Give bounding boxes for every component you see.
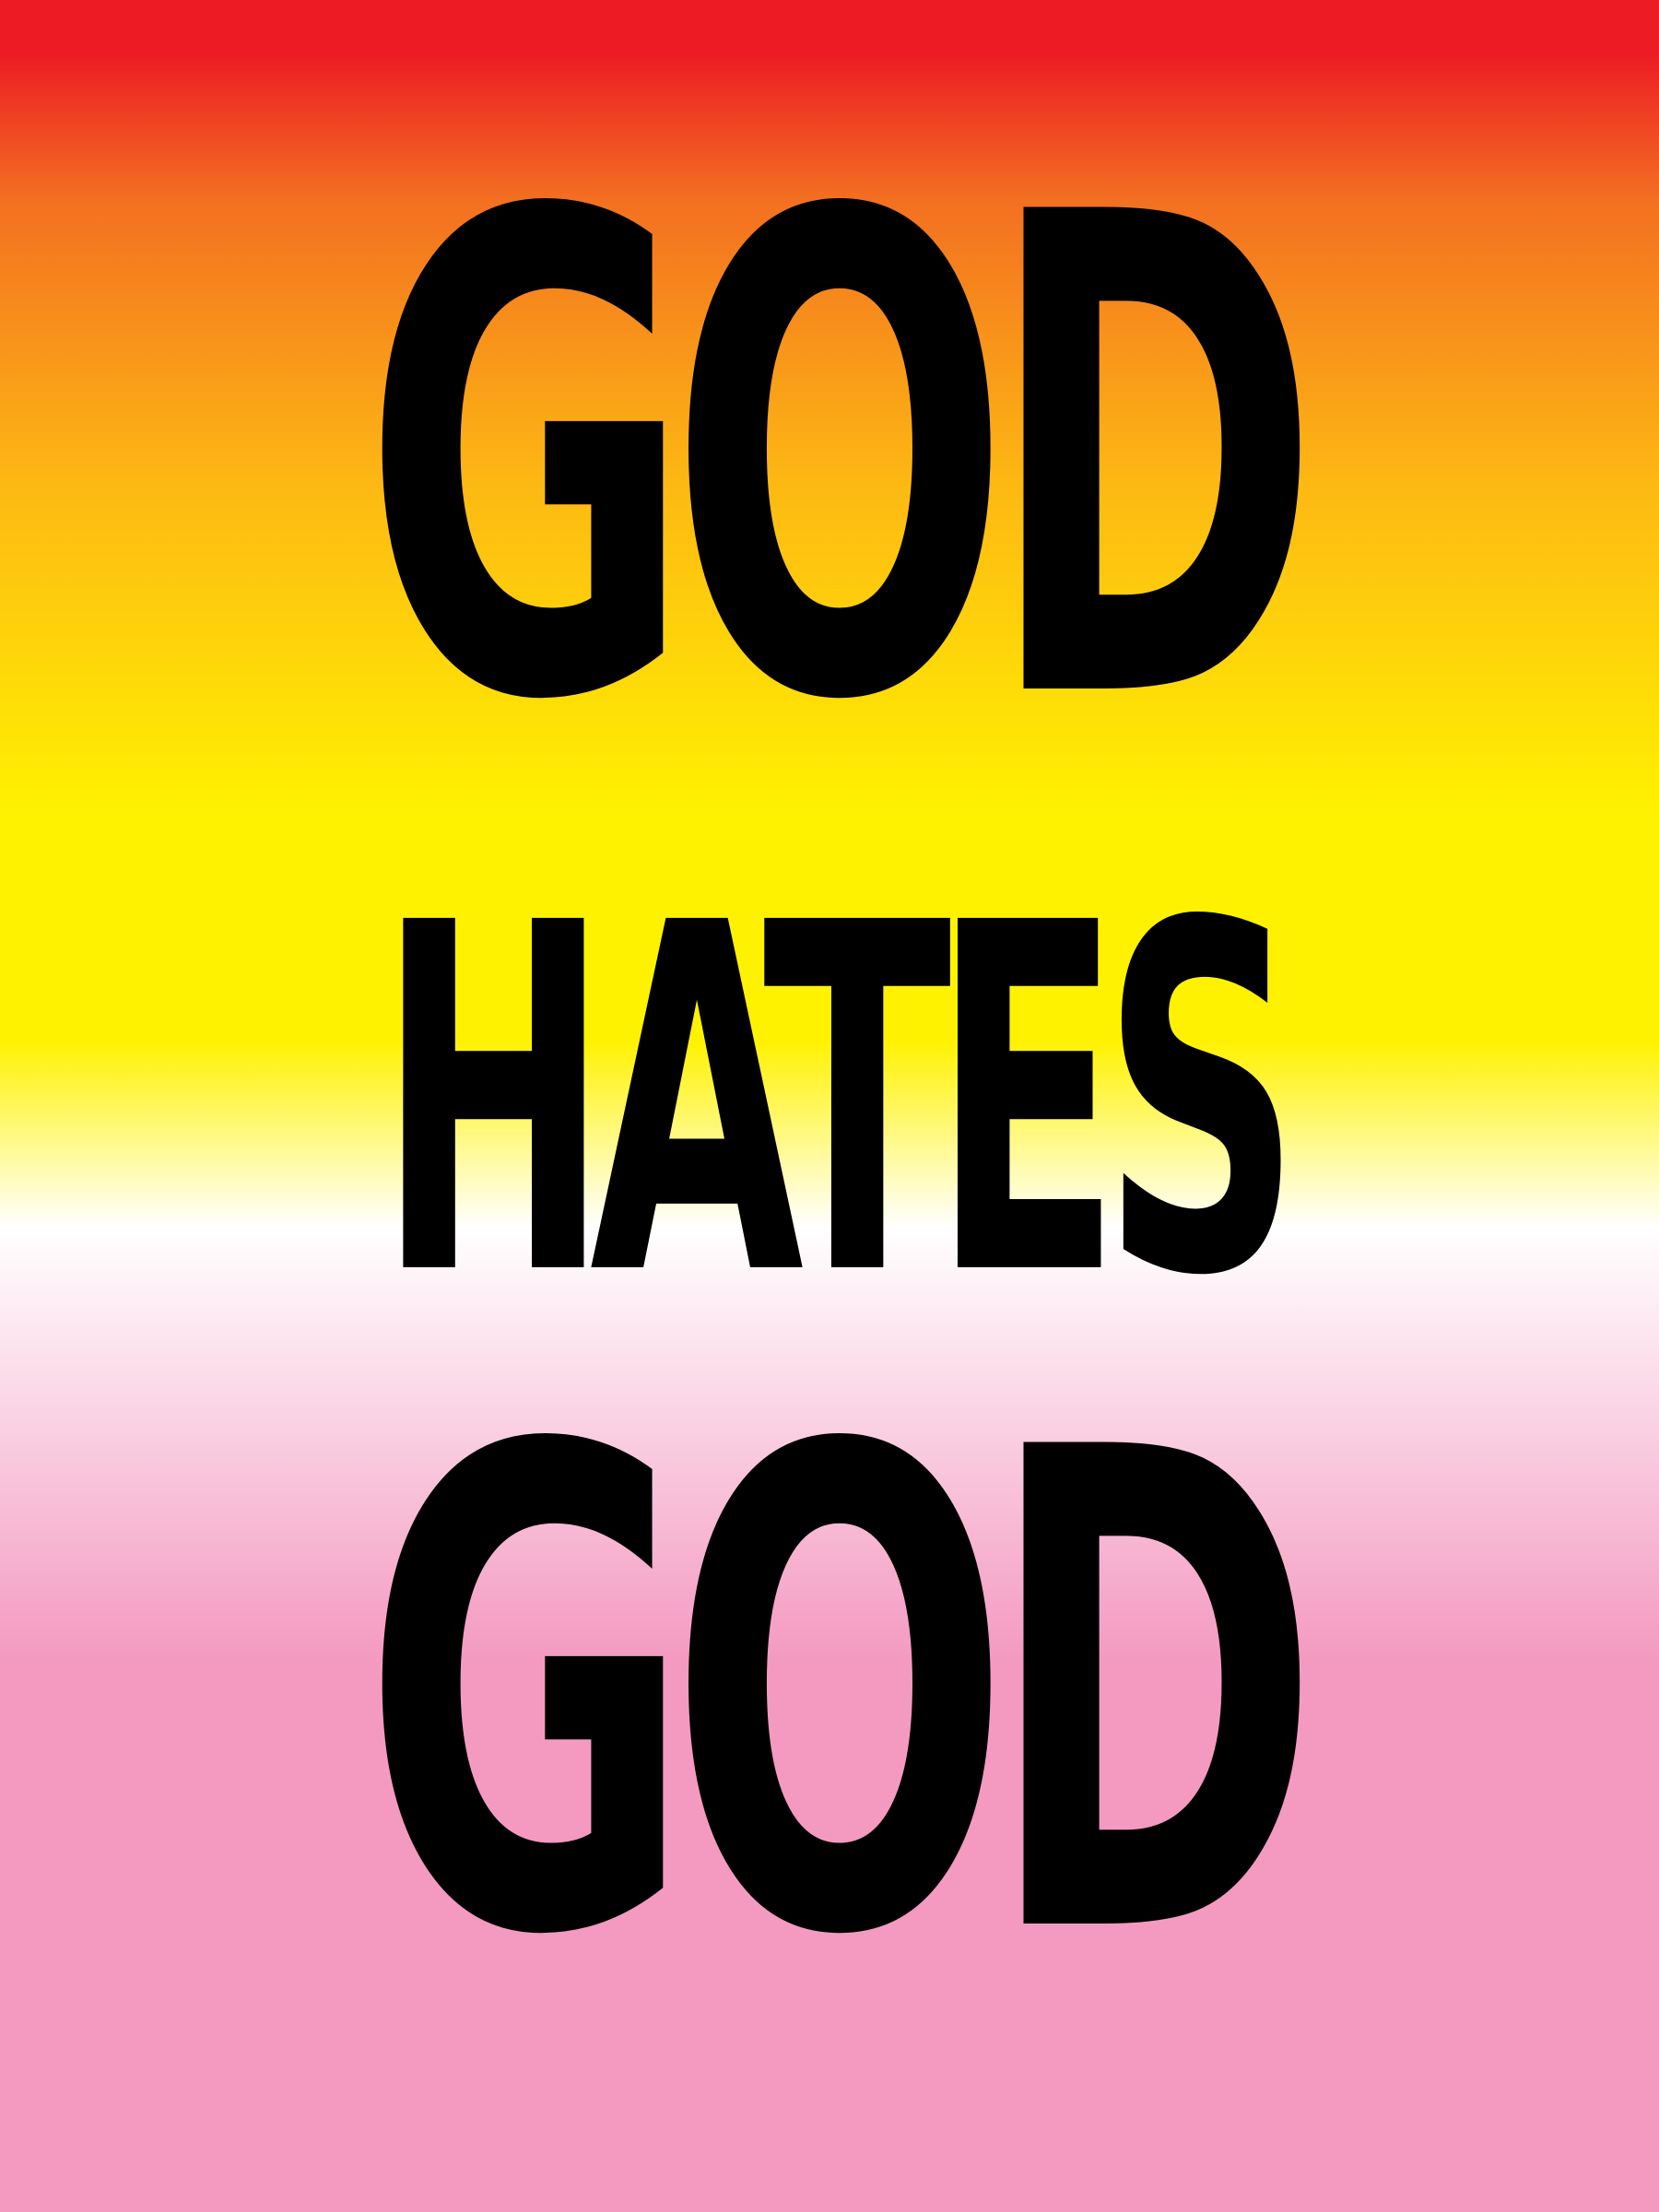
headline-top-text: GOD — [362, 111, 1297, 811]
headline-middle-text: HATES — [377, 857, 1282, 1346]
headline-middle-word — [0, 857, 1659, 1346]
headline-bottom-text: GOD — [362, 1346, 1297, 2046]
headline-top-word — [0, 111, 1659, 811]
headline-bottom-word — [0, 1346, 1659, 2046]
